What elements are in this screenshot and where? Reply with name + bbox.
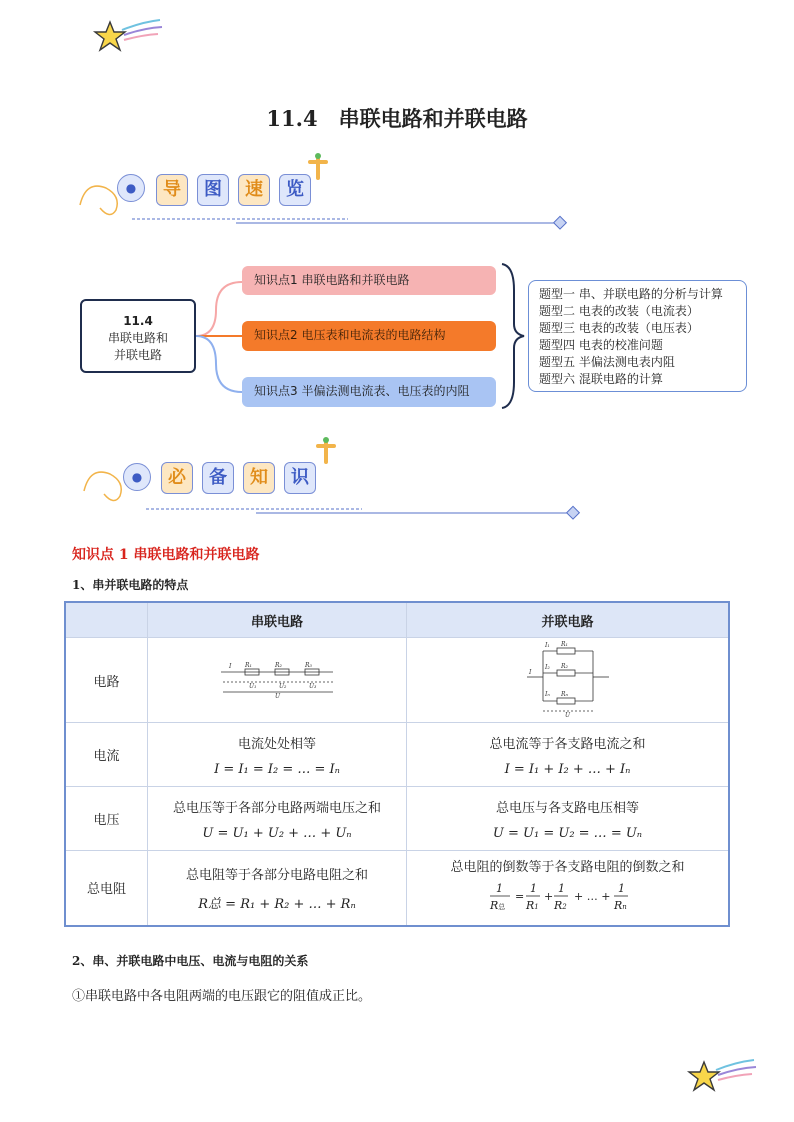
banner-swirl-decoration <box>80 436 590 526</box>
page-title: 11.4 串联电路和并联电路 <box>266 106 528 131</box>
table-header: 串联电路 <box>148 602 407 638</box>
bulb-icon: ● <box>123 463 151 491</box>
banner2-char-3: 知 <box>243 462 275 494</box>
table-header <box>65 602 148 638</box>
subsection-heading-1: 1、串并联电路的特点 <box>72 578 189 592</box>
series-cell <box>148 851 407 926</box>
banner1-char-4: 览 <box>279 174 311 206</box>
knowledge-point-1[interactable]: 知识点1 串联电路和并联电路 <box>242 266 496 295</box>
banner1-char-3: 速 <box>238 174 270 206</box>
svg-text:U₃: U₃ <box>309 683 317 690</box>
center-line: 11.4 <box>123 314 153 328</box>
banner1-char-2: 图 <box>197 174 229 206</box>
banner2-char-1: 必 <box>161 462 193 494</box>
cell-formula: U = U₁ = U₂ = … = Uₙ <box>492 825 643 841</box>
table-row <box>65 787 729 851</box>
svg-text:Rₙ: Rₙ <box>560 691 568 698</box>
svg-text:1: 1 <box>529 882 537 896</box>
svg-text:=: = <box>514 890 524 904</box>
section-heading: 知识点 1 串联电路和并联电路 <box>72 547 260 563</box>
cell-description: 电流处处相等 <box>237 736 316 752</box>
row-label: 电路 <box>65 638 148 723</box>
question-type: 题型六 混联电路的计算 <box>539 372 663 386</box>
svg-text:R1: R1 <box>525 899 539 913</box>
question-type: 题型二 电表的改装（电流表） <box>539 304 699 318</box>
subsection-heading-2: 2、串、并联电路中电压、电流与电阻的关系 <box>72 954 309 968</box>
row-label: 总电阻 <box>65 851 148 926</box>
svg-text:I: I <box>528 669 531 676</box>
svg-text:I₁: I₁ <box>544 642 550 649</box>
star-decoration-icon <box>92 18 164 58</box>
table-row <box>65 638 729 723</box>
svg-text:R2: R2 <box>553 899 567 913</box>
svg-text:U₁: U₁ <box>249 683 257 690</box>
cell-description: 总电压与各支路电压相等 <box>495 800 639 816</box>
series-circuit-icon <box>217 658 337 698</box>
bulb-icon: ● <box>117 174 145 202</box>
svg-text:1: 1 <box>495 882 503 896</box>
banner1-char-1: 导 <box>156 174 188 206</box>
question-type: 题型五 半偏法测电表内阻 <box>539 355 675 369</box>
mindmap-center-node <box>80 299 196 373</box>
series-cell <box>148 787 407 851</box>
svg-text:R₂: R₂ <box>560 663 568 670</box>
table-header: 并联电路 <box>407 602 730 638</box>
knowledge-point-2[interactable]: 知识点2 电压表和电流表的电路结构 <box>242 321 496 351</box>
series-cell <box>148 723 407 787</box>
svg-text:U₂: U₂ <box>279 683 287 690</box>
svg-text:R₃: R₃ <box>305 662 312 669</box>
parallel-circuit-diagram <box>407 638 730 723</box>
question-type: 题型四 电表的校准问题 <box>539 338 663 352</box>
parallel-cell <box>407 787 730 851</box>
svg-text:1: 1 <box>557 882 565 896</box>
banner-swirl-decoration <box>76 150 576 230</box>
svg-text:Iₙ: Iₙ <box>544 691 550 698</box>
row-label: 电压 <box>65 787 148 851</box>
svg-text:+ … +: + … + <box>573 890 610 904</box>
svg-text:R总: R总 <box>489 899 505 913</box>
banner2-char-4: 识 <box>284 462 316 494</box>
cell-formula: I = I₁ + I₂ + … + Iₙ <box>504 761 631 777</box>
svg-text:R₂: R₂ <box>275 662 282 669</box>
question-type: 题型一 串、并联电路的分析与计算 <box>539 287 723 301</box>
knowledge-point-3[interactable]: 知识点3 半偏法测电流表、电压表的内阻 <box>242 377 496 407</box>
svg-text:+: + <box>543 890 553 904</box>
svg-text:I: I <box>229 663 232 670</box>
banner2-char-2: 备 <box>202 462 234 494</box>
svg-text:U: U <box>275 693 281 698</box>
cell-description: 总电阻等于各部分电路电阻之和 <box>185 867 368 883</box>
table-row <box>65 851 729 926</box>
cell-description: 总电阻的倒数等于各支路电阻的倒数之和 <box>450 860 685 876</box>
svg-text:U: U <box>564 712 570 717</box>
parallel-circuit-icon <box>523 639 613 717</box>
body-paragraph: ①串联电路中各电阻两端的电压跟它的阻值成正比。 <box>72 989 372 1004</box>
cell-formula: I = I₁ = I₂ = … = Iₙ <box>214 761 340 777</box>
star-decoration-icon <box>686 1058 758 1098</box>
cell-formula: R总 = R₁ + R₂ + … + Rₙ <box>198 896 356 912</box>
svg-text:R₁: R₁ <box>245 662 252 669</box>
parallel-cell <box>407 723 730 787</box>
center-line: 并联电路 <box>113 348 162 362</box>
svg-text:1: 1 <box>617 882 625 896</box>
table-row <box>65 723 729 787</box>
cell-description: 总电流等于各支路电流之和 <box>489 736 646 752</box>
parallel-cell <box>407 851 730 926</box>
center-line: 串联电路和 <box>107 331 168 345</box>
circuit-comparison-table <box>64 601 730 927</box>
series-circuit-diagram <box>148 638 407 723</box>
svg-text:I₂: I₂ <box>544 664 550 671</box>
row-label: 电流 <box>65 723 148 787</box>
reciprocal-resistance-formula <box>488 879 648 915</box>
question-type: 题型三 电表的改装（电压表） <box>539 321 699 335</box>
cell-formula: U = U₁ + U₂ + … + Uₙ <box>202 825 352 841</box>
svg-text:R₁: R₁ <box>560 641 568 648</box>
cell-description: 总电压等于各部分电路两端电压之和 <box>172 800 381 816</box>
question-types-box <box>528 280 747 392</box>
svg-text:Rn: Rn <box>613 899 627 913</box>
